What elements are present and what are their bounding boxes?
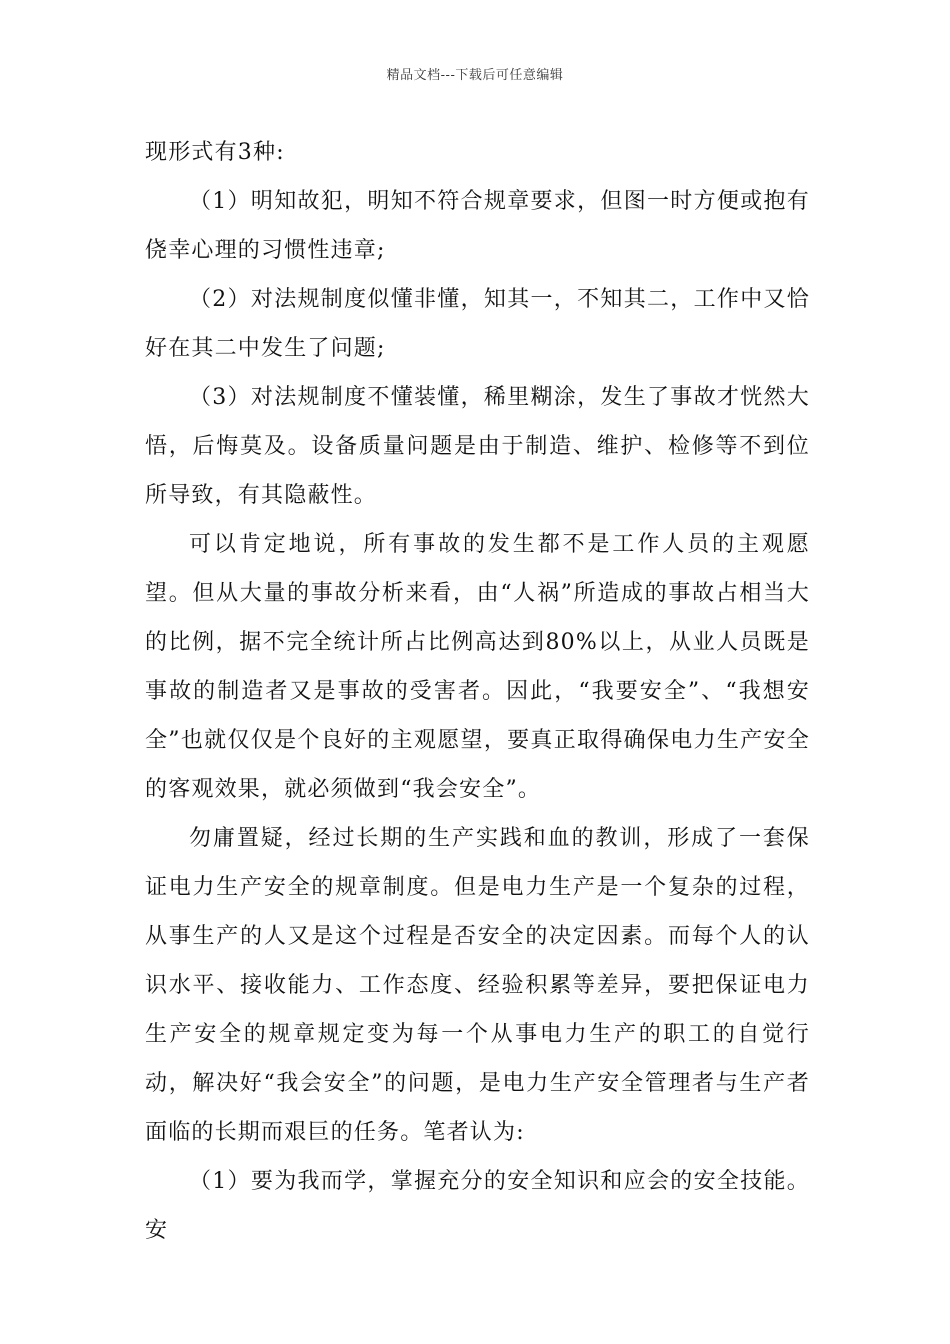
paragraph-safety-rules: 勿庸置疑，经过长期的生产实践和血的教训，形成了一套保证电力生产安全的规章制度。但是电力生产是一个复杂的过程，从事生产的人又是这个过程是否安全的决定因素。而每个人的认识水平、接收能力、工作态度、经验积累等差异，要把保证电力生产安全的规章规定变为每一个从事电力生产的职工的自觉行动，解决好“我会安全”的问题，是电力生产安全管理者与生产者面临的长期而艰巨的任务。笔者认为:	[145, 826, 810, 1145]
paragraph-item-2: （2）对法规制度似懂非懂，知其一，不知其二，工作中又恰好在其二中发生了问题;	[145, 287, 810, 361]
paragraph-recommendation-1: （1）要为我而学，掌握充分的安全知识和应会的安全技能。安	[145, 1169, 810, 1243]
paragraph-item-1: （1）明知故犯，明知不符合规章要求，但图一时方便或抱有侥幸心理的习惯性违章;	[145, 189, 810, 263]
page-header: 精品文档---下载后可任意编辑	[386, 68, 564, 83]
paragraph-intro: 现形式有3种:	[145, 140, 285, 165]
paragraph-item-3: （3）对法规制度不懂装懂，稀里糊涂，发生了事故才恍然大悟，后悔莫及。设备质量问题是由于制造、维护、检修等不到位所导致，有其隐蔽性。	[145, 385, 810, 508]
document-body	[145, 128, 810, 1255]
paragraph-accident-analysis: 可以肯定地说，所有事故的发生都不是工作人员的主观愿望。但从大量的事故分析来看，由“人祸”所造成的事故占相当大的比例，据不完全统计所占比例高达到80%以上，从业人员既是事故的制造者又是事故的受害者。因此，“我要安全”、“我想安全”也就仅仅是个良好的主观愿望，要真正取得确保电力生产安全的客观效果，就必须做到“我会安全”。	[145, 532, 810, 802]
